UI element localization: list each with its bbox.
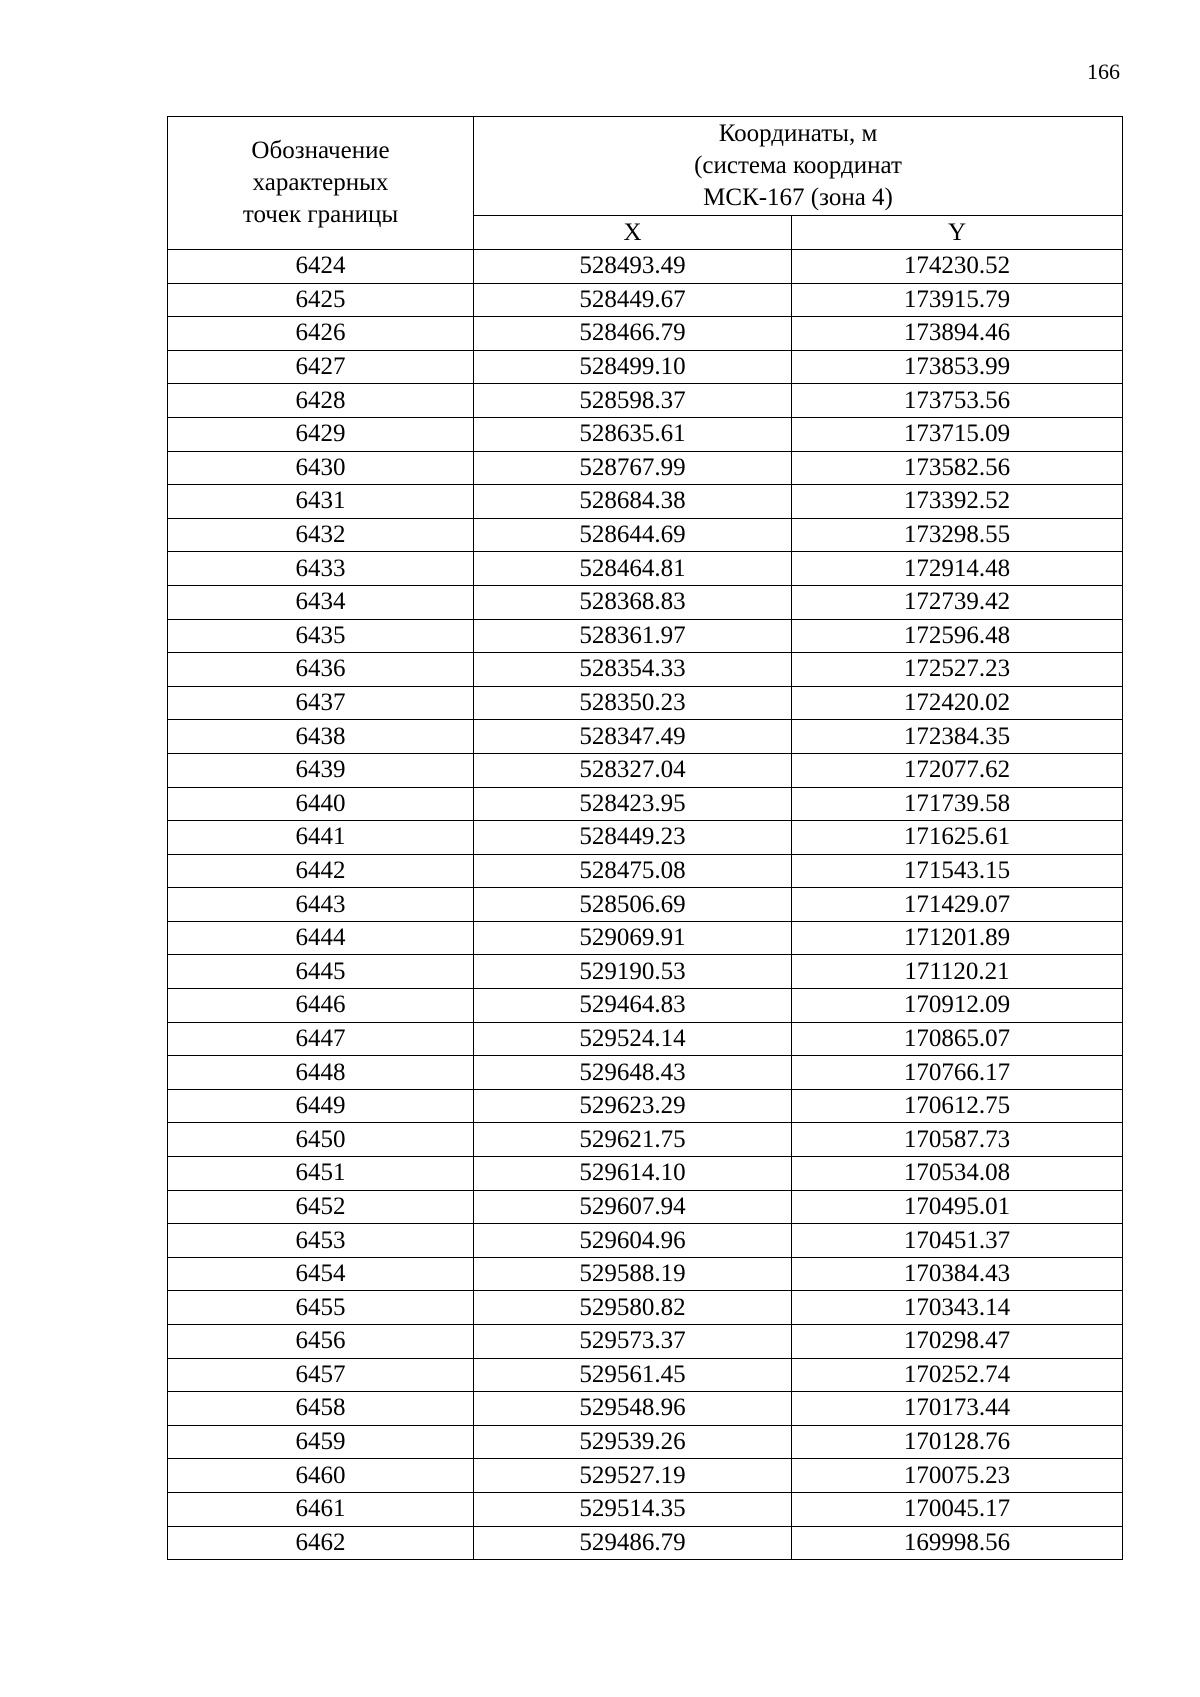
y-coordinate-cell: 170612.75 — [792, 1089, 1123, 1123]
table-row — [168, 1425, 1123, 1459]
x-coordinate-cell: 528635.61 — [474, 417, 792, 451]
table-row — [168, 1492, 1123, 1526]
point-id-cell: 6433 — [168, 552, 474, 586]
table-row — [168, 384, 1123, 418]
point-id-cell: 6444 — [168, 921, 474, 955]
x-coordinate-cell: 528327.04 — [474, 753, 792, 787]
point-id-cell: 6457 — [168, 1358, 474, 1392]
point-id-cell: 6450 — [168, 1123, 474, 1157]
table-row — [168, 485, 1123, 519]
y-coordinate-cell: 171625.61 — [792, 821, 1123, 855]
y-coordinate-cell: 171543.15 — [792, 854, 1123, 888]
point-id-cell: 6449 — [168, 1089, 474, 1123]
table-row — [168, 854, 1123, 888]
y-coordinate-cell: 173853.99 — [792, 350, 1123, 384]
x-coordinate-cell: 529524.14 — [474, 1022, 792, 1056]
x-coordinate-cell: 529588.19 — [474, 1257, 792, 1291]
y-coordinate-cell: 170587.73 — [792, 1123, 1123, 1157]
point-id-cell: 6439 — [168, 753, 474, 787]
point-id-cell: 6441 — [168, 821, 474, 855]
header-x: X — [474, 216, 792, 250]
x-coordinate-cell: 528449.23 — [474, 821, 792, 855]
table-body — [168, 250, 1123, 1560]
table-row — [168, 417, 1123, 451]
header-designation-line-2: характерных — [252, 169, 389, 196]
table-row — [168, 720, 1123, 754]
y-coordinate-cell: 169998.56 — [792, 1526, 1123, 1560]
header-designation-line-3: точек границы — [242, 201, 399, 228]
y-coordinate-cell: 170451.37 — [792, 1224, 1123, 1258]
x-coordinate-cell: 528423.95 — [474, 787, 792, 821]
point-id-cell: 6446 — [168, 989, 474, 1023]
x-coordinate-cell: 529621.75 — [474, 1123, 792, 1157]
x-coordinate-cell: 528767.99 — [474, 451, 792, 485]
x-coordinate-cell: 528361.97 — [474, 619, 792, 653]
x-coordinate-cell: 528475.08 — [474, 854, 792, 888]
table-row — [168, 1291, 1123, 1325]
x-coordinate-cell: 528506.69 — [474, 888, 792, 922]
x-coordinate-cell: 529573.37 — [474, 1325, 792, 1359]
x-coordinate-cell: 528493.49 — [474, 250, 792, 284]
table-row — [168, 350, 1123, 384]
y-coordinate-cell: 170252.74 — [792, 1358, 1123, 1392]
table-row — [168, 1022, 1123, 1056]
point-id-cell: 6462 — [168, 1526, 474, 1560]
y-coordinate-cell: 172077.62 — [792, 753, 1123, 787]
y-coordinate-cell: 173915.79 — [792, 283, 1123, 317]
point-id-cell: 6427 — [168, 350, 474, 384]
table-row — [168, 1526, 1123, 1560]
point-id-cell: 6445 — [168, 955, 474, 989]
point-id-cell: 6447 — [168, 1022, 474, 1056]
table-row — [168, 1056, 1123, 1090]
table-row — [168, 1392, 1123, 1426]
y-coordinate-cell: 172420.02 — [792, 686, 1123, 720]
point-id-cell: 6436 — [168, 653, 474, 687]
table-row — [168, 451, 1123, 485]
table-row — [168, 585, 1123, 619]
table-row — [168, 317, 1123, 351]
table-header — [168, 117, 1123, 250]
header-coordinates-line-1: Координаты, м — [718, 120, 878, 147]
point-id-cell: 6455 — [168, 1291, 474, 1325]
table-row — [168, 989, 1123, 1023]
y-coordinate-cell: 170298.47 — [792, 1325, 1123, 1359]
point-id-cell: 6460 — [168, 1459, 474, 1493]
x-coordinate-cell: 529561.45 — [474, 1358, 792, 1392]
x-coordinate-cell: 529614.10 — [474, 1157, 792, 1191]
point-id-cell: 6425 — [168, 283, 474, 317]
point-id-cell: 6424 — [168, 250, 474, 284]
point-id-cell: 6426 — [168, 317, 474, 351]
y-coordinate-cell: 172914.48 — [792, 552, 1123, 586]
point-id-cell: 6432 — [168, 518, 474, 552]
y-coordinate-cell: 173392.52 — [792, 485, 1123, 519]
header-coordinates-line-2: (система координат — [694, 152, 902, 179]
y-coordinate-cell: 170865.07 — [792, 1022, 1123, 1056]
table-row — [168, 1459, 1123, 1493]
table-row — [168, 686, 1123, 720]
header-designation-line-1: Обозначение — [251, 137, 390, 164]
header-coordinates — [474, 117, 1123, 216]
y-coordinate-cell: 171739.58 — [792, 787, 1123, 821]
y-coordinate-cell: 174230.52 — [792, 250, 1123, 284]
table-row — [168, 1123, 1123, 1157]
x-coordinate-cell: 528466.79 — [474, 317, 792, 351]
table-row — [168, 1358, 1123, 1392]
y-coordinate-cell: 173298.55 — [792, 518, 1123, 552]
point-id-cell: 6430 — [168, 451, 474, 485]
point-id-cell: 6453 — [168, 1224, 474, 1258]
y-coordinate-cell: 170343.14 — [792, 1291, 1123, 1325]
table-row — [168, 1190, 1123, 1224]
header-y: Y — [792, 216, 1123, 250]
point-id-cell: 6431 — [168, 485, 474, 519]
table-row — [168, 1325, 1123, 1359]
y-coordinate-cell: 173582.56 — [792, 451, 1123, 485]
page-number: 166 — [1087, 59, 1120, 84]
x-coordinate-cell: 528684.38 — [474, 485, 792, 519]
table-row — [168, 888, 1123, 922]
y-coordinate-cell: 172384.35 — [792, 720, 1123, 754]
point-id-cell: 6458 — [168, 1392, 474, 1426]
table-row — [168, 955, 1123, 989]
point-id-cell: 6428 — [168, 384, 474, 418]
x-coordinate-cell: 529648.43 — [474, 1056, 792, 1090]
y-coordinate-cell: 170128.76 — [792, 1425, 1123, 1459]
point-id-cell: 6440 — [168, 787, 474, 821]
table-row — [168, 1089, 1123, 1123]
x-coordinate-cell: 529548.96 — [474, 1392, 792, 1426]
x-coordinate-cell: 529464.83 — [474, 989, 792, 1023]
table-row — [168, 1257, 1123, 1291]
point-id-cell: 6429 — [168, 417, 474, 451]
x-coordinate-cell: 529514.35 — [474, 1492, 792, 1526]
x-coordinate-cell: 528354.33 — [474, 653, 792, 687]
y-coordinate-cell: 171429.07 — [792, 888, 1123, 922]
y-coordinate-cell: 173894.46 — [792, 317, 1123, 351]
y-coordinate-cell: 173715.09 — [792, 417, 1123, 451]
y-coordinate-cell: 170384.43 — [792, 1257, 1123, 1291]
x-coordinate-cell: 528644.69 — [474, 518, 792, 552]
x-coordinate-cell: 528499.10 — [474, 350, 792, 384]
y-coordinate-cell: 170766.17 — [792, 1056, 1123, 1090]
x-coordinate-cell: 528598.37 — [474, 384, 792, 418]
table-row — [168, 787, 1123, 821]
x-coordinate-cell: 528449.67 — [474, 283, 792, 317]
header-point-designation — [168, 117, 474, 250]
table-row — [168, 518, 1123, 552]
point-id-cell: 6438 — [168, 720, 474, 754]
table-row — [168, 283, 1123, 317]
x-coordinate-cell: 528368.83 — [474, 585, 792, 619]
x-coordinate-cell: 529623.29 — [474, 1089, 792, 1123]
coordinates-table — [167, 116, 1123, 1560]
point-id-cell: 6434 — [168, 585, 474, 619]
table-row — [168, 250, 1123, 284]
table-row — [168, 552, 1123, 586]
x-coordinate-cell: 529527.19 — [474, 1459, 792, 1493]
x-coordinate-cell: 528350.23 — [474, 686, 792, 720]
table-row — [168, 921, 1123, 955]
y-coordinate-cell: 170534.08 — [792, 1157, 1123, 1191]
point-id-cell: 6456 — [168, 1325, 474, 1359]
x-coordinate-cell: 528464.81 — [474, 552, 792, 586]
point-id-cell: 6461 — [168, 1492, 474, 1526]
point-id-cell: 6435 — [168, 619, 474, 653]
y-coordinate-cell: 171120.21 — [792, 955, 1123, 989]
y-coordinate-cell: 170045.17 — [792, 1492, 1123, 1526]
x-coordinate-cell: 529539.26 — [474, 1425, 792, 1459]
y-coordinate-cell: 171201.89 — [792, 921, 1123, 955]
point-id-cell: 6451 — [168, 1157, 474, 1191]
x-coordinate-cell: 528347.49 — [474, 720, 792, 754]
table-row — [168, 753, 1123, 787]
point-id-cell: 6437 — [168, 686, 474, 720]
x-coordinate-cell: 529486.79 — [474, 1526, 792, 1560]
point-id-cell: 6459 — [168, 1425, 474, 1459]
x-coordinate-cell: 529580.82 — [474, 1291, 792, 1325]
point-id-cell: 6443 — [168, 888, 474, 922]
y-coordinate-cell: 172527.23 — [792, 653, 1123, 687]
header-coordinates-line-3: МСК-167 (зона 4) — [703, 184, 893, 211]
table-row — [168, 619, 1123, 653]
point-id-cell: 6448 — [168, 1056, 474, 1090]
point-id-cell: 6452 — [168, 1190, 474, 1224]
table-row — [168, 1157, 1123, 1191]
y-coordinate-cell: 172739.42 — [792, 585, 1123, 619]
point-id-cell: 6442 — [168, 854, 474, 888]
y-coordinate-cell: 170495.01 — [792, 1190, 1123, 1224]
y-coordinate-cell: 170912.09 — [792, 989, 1123, 1023]
point-id-cell: 6454 — [168, 1257, 474, 1291]
table-row — [168, 821, 1123, 855]
x-coordinate-cell: 529604.96 — [474, 1224, 792, 1258]
table-row — [168, 653, 1123, 687]
y-coordinate-cell: 172596.48 — [792, 619, 1123, 653]
x-coordinate-cell: 529190.53 — [474, 955, 792, 989]
y-coordinate-cell: 170075.23 — [792, 1459, 1123, 1493]
x-coordinate-cell: 529607.94 — [474, 1190, 792, 1224]
y-coordinate-cell: 173753.56 — [792, 384, 1123, 418]
table-row — [168, 1224, 1123, 1258]
x-coordinate-cell: 529069.91 — [474, 921, 792, 955]
y-coordinate-cell: 170173.44 — [792, 1392, 1123, 1426]
